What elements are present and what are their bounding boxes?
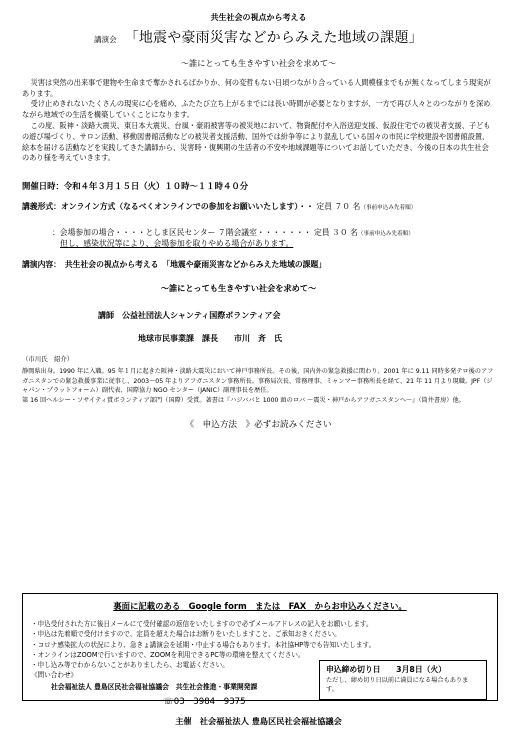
contact-phone: ☏03－3984－9375	[163, 697, 246, 708]
title-row	[22, 28, 495, 48]
deadline-note: ただし、締め切り日以前に満員になる場合もあります。	[326, 677, 469, 693]
organizer: 主催 社会福祉法人 豊島区民社会福祉協議会	[175, 716, 342, 726]
profile-text	[22, 367, 495, 405]
application-notes	[31, 619, 376, 680]
venue-note: （事前申込み先着順）	[357, 230, 414, 237]
intro-paragraph: 受け止めきれないたくさんの現実に心を痛め、ふたたび立ち上がるまでには長い時間が必要となりますが、一方で再び人々とのつながりを深めながら地域での生活を構築していくことになります。	[22, 99, 491, 120]
note-item: ・申込は先着順で受付けますので、定員を超えた場合はお断りをいたしますこと、ご承知おきください。	[31, 630, 341, 639]
application-method: 裏面に記載のある Google form または FAX からお申込みください。	[113, 601, 407, 611]
profile-paragraph: 静岡県出身。1990 年に入職。95 年１月に起きた阪神・淡路大震災において神戸事務所長。その後、国内外の緊急救援に関わり、2001 年に 9.11 同時多発テロ後のアフガニスタンでの緊急救援事業に従事し、2003～05 年よりアフガニスタン事務所長。事務局次長、常務理事、ミャンマー事務所長を経て、21 年 11 月より現職。JPF（ジャパン・プラットフォーム）副代表、国際協力 NGO センター（JANIC）副理事長を歴任。	[22, 367, 494, 395]
venue-caution-text: 但し、感染状況等により、会場参加を取りやめる場合があります。	[60, 238, 294, 248]
page-title: 「地震や豪雨災害などからみえた地域の課題」	[124, 29, 423, 46]
intro-text	[22, 78, 495, 164]
event-content-subtitle: ～誰にとっても生きやすい社会を求めて～	[160, 282, 317, 293]
intro-paragraph: この度、阪神・淡路大震災、東日本大震災、台風・豪雨被害等の被災地において、物資配付や入浴送迎支援、仮設住宅での被災者支援、子どもの遊び場づくり、サロン活動、移動図書館活動などの被災者支援活動、国外では紛争等により混乱している国々の市民に学校建設や図書館設置、絵本を届ける活動などを実践してきた講師から、災害時・復興期の生活者の不安や地域課題等についてお話していただき、今後の日本の共生社会のあり様を考えていきます。	[22, 120, 491, 163]
event-date: 開催日時：令和４年３月１５日（火）１０時～１１時４０分	[22, 181, 249, 192]
subtitle: ～誰にとっても生きやすい社会を求めて～	[180, 57, 337, 68]
profile-paragraph: 第 16 回ヘルシー・ソサイティ賞ボランティア部門（国際）受賞。著書は『ハジババと 1000 頭のロバ ～震災・神戸からアフガニスタンへ～』（筒井書房）他。	[22, 396, 465, 404]
format-label: 講義形式：オンライン方式（なるべくオンラインでの参加をお願いいたします）・・	[22, 202, 314, 212]
supertitle: 共生社会の視点から考える	[210, 13, 307, 22]
inquiry-label: 《問い合わせ》	[31, 671, 78, 680]
intro-paragraph: 災害は突然の出来事で建物や生命まで奪かされるばかりか、何の変哲もない日頃つながり合っている人間模様までもが無くなってしまう現実があります。	[22, 77, 491, 98]
note-item: ・コロナ感染拡大の状況により、急きょ講演会を延期・中止する場合もあります。本社協HP等でも告知いたします。	[31, 640, 376, 649]
event-format	[22, 201, 495, 212]
event-content: 講演内容： 共生社会の視点から考える 「地震や豪雨災害などからみえた地域の課題」	[22, 260, 327, 270]
application-box	[22, 593, 498, 708]
venue-label: ：会場参加の場合・・・・としま区民センター ７階会議室・・・・・・・	[52, 227, 312, 237]
title-prefix: 講演会	[94, 34, 117, 44]
contact-organization: 社会福祉法人 豊島区民社会福祉協議会 共生社会推進・事業開発課	[51, 682, 258, 691]
apply-heading: 《 申込方法 》必ずお読みください	[185, 420, 332, 431]
lecturer-organization: 講師 公益社団法人シャンティ国際ボランティア会	[98, 311, 281, 321]
note-item: ・申し込み等でわからないことがありましたら、お電話ください。	[31, 661, 229, 670]
venue-capacity: 定員 ３０ 名	[313, 227, 358, 237]
event-venue	[22, 227, 495, 238]
note-item: ・申込受付された方に後日メールにて受付確認の返信をいたしますので必ずメールアドレスの記入をお願いします。	[31, 620, 373, 629]
deadline-box	[319, 660, 487, 700]
format-note: （事前申込み先着順）	[360, 205, 417, 212]
lecturer-name: 地球市民事業課 課長 市川 斉 氏	[138, 334, 282, 344]
profile-heading: （市川氏 紹介）	[22, 354, 74, 363]
deadline-title: 申込締め切り日 3月8日（火）	[326, 665, 447, 674]
venue-caution	[22, 238, 495, 249]
format-capacity: 定員 ７０ 名	[316, 202, 361, 212]
note-item: ・オンラインはZOOMで行いますので、ZOOMを利用できるPC等の環境を整えてください。	[31, 650, 305, 659]
